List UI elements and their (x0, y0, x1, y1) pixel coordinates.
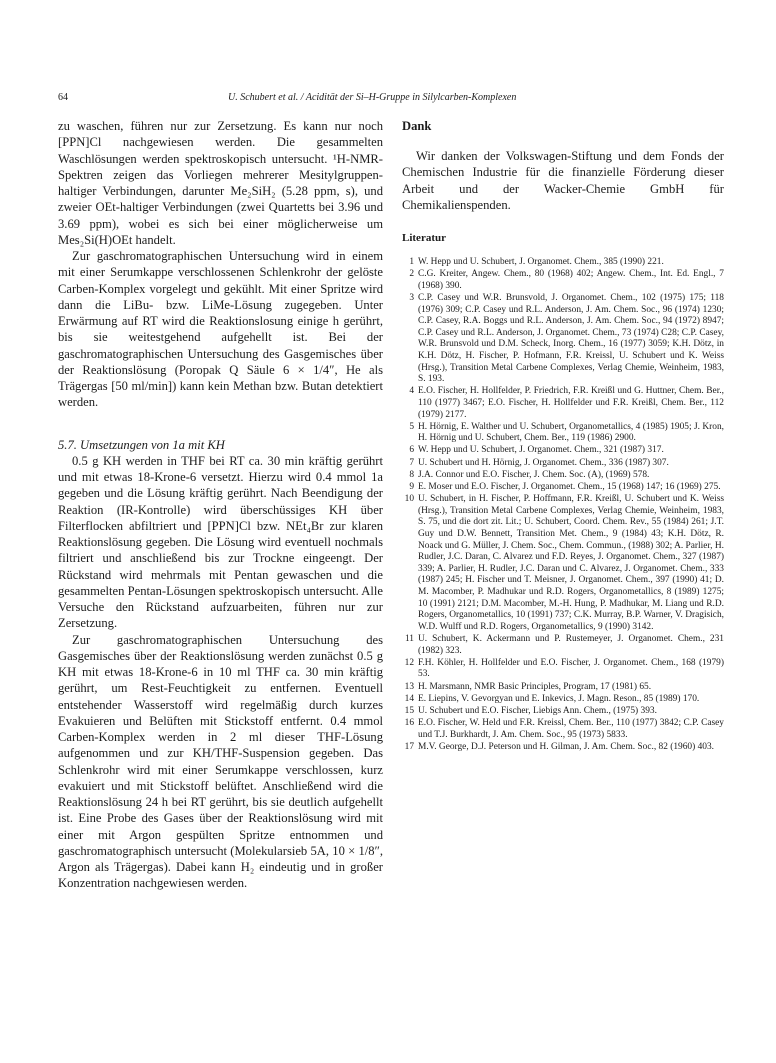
reference-text: E.O. Fischer, W. Held und F.R. Kreissl, Chem. Ber., 110 (1977) 3842; C.P. Casey und T.J. Burkhardt, J. Am. Chem. Soc., 95 (1973) 5833. (418, 718, 724, 740)
reference-item (402, 682, 724, 694)
reference-text: H. Marsmann, NMR Basic Principles, Program, 17 (1981) 65. (418, 681, 652, 692)
reference-text: U. Schubert und H. Hörnig, J. Organomet. Chem., 336 (1987) 307. (418, 457, 669, 468)
reference-number: 9 (409, 482, 414, 493)
reference-number: 1 (409, 257, 414, 267)
page-number: 64 (58, 92, 68, 103)
reference-number: 12 (404, 657, 414, 668)
reference-item (402, 742, 724, 754)
reference-list (402, 257, 724, 753)
reference-item (402, 706, 724, 718)
acknowledgement-text: Wir danken der Volkswagen-Stiftung und dem Fonds der Chemischen Industrie für die finanzielle Förderung dieser Arbeit und der Wacker-Chemie GmbH für Chemikalienspenden. (402, 149, 724, 212)
reference-text: M.V. George, D.J. Peterson und H. Gilman, J. Am. Chem. Soc., 82 (1960) 403. (418, 741, 714, 752)
reference-item (402, 257, 724, 269)
reference-text: J.A. Connor und E.O. Fischer, J. Chem. Soc. (A), (1969) 578. (418, 469, 650, 480)
reference-number: 14 (404, 693, 414, 704)
references-heading: Literatur (402, 232, 446, 244)
reference-item (402, 494, 724, 633)
reference-text: W. Hepp und U. Schubert, J. Organomet. Chem., 321 (1987) 317. (418, 445, 664, 456)
reference-text: U. Schubert und E.O. Fischer, Liebigs Ann. Chem., (1975) 393. (418, 705, 657, 716)
reference-number: 7 (409, 457, 414, 468)
reference-text: C.P. Casey und W.R. Brunsvold, J. Organomet. Chem., 102 (1975) 175; 118 (1976) 309; C.P. Casey und R.L. Anderson, J. Am. Chem. Soc., 96 (1974) 1230; C.P. Casey, R.A. Boggs und R.L. Anderson, J. Am. Chem. Soc., 94 (1972) 8947; C.P. Casey und R.L. Anderson, J. Organomet. Chem., 73 (1974) C28; C.P. Casey, W.R. Brunsvold und D.M. Scheck, Inorg. Chem., 16 (1977) 3059; K.H. Dötz, in K.H. Dötz, H. Fischer, P. Hofmann, F.R. Kreissl, U. Schubert und K. Weiss (Hrsg.), Transition Metal Carbene Complexes, Verlag Chemie, Weinheim, 1983, S. 193. (418, 292, 724, 385)
reference-text: E.O. Fischer, H. Hollfelder, P. Friedrich, F.R. Kreißl und G. Huttner, Chem. Ber., 110 (1977) 3467; E.O. Fischer, H. Hollfelder und F.R. Kreißl, Chem. Ber., 112 (1979) 2177. (418, 386, 724, 420)
reference-item (402, 658, 724, 681)
reference-item (402, 694, 724, 706)
reference-item (402, 386, 724, 421)
page-header (58, 92, 718, 108)
reference-item (402, 458, 724, 470)
reference-number: 17 (404, 741, 414, 752)
reference-item (402, 470, 724, 482)
left-column (58, 118, 383, 892)
reference-number: 8 (409, 469, 414, 480)
right-column (402, 118, 724, 754)
reference-number: 10 (404, 494, 414, 505)
section-heading-5-7: 5.7. Umsetzungen von 1a mit KH (58, 437, 225, 452)
reference-text: F.H. Köhler, H. Hollfelder und E.O. Fischer, J. Organomet. Chem., 168 (1979) 53. (418, 657, 724, 680)
reference-item (402, 634, 724, 657)
reference-text: H. Hörnig, E. Walther und U. Schubert, Organometallics, 4 (1985) 1905; J. Kron, H. Hörnig und U. Schubert, Chem. Ber., 119 (1986) 2900. (418, 421, 724, 444)
reference-item (402, 445, 724, 457)
reference-text: U. Schubert, K. Ackermann und P. Rustemeyer, J. Organomet. Chem., 231 (1982) 323. (418, 633, 724, 656)
reference-text: U. Schubert, in H. Fischer, P. Hoffmann, F.R. Kreißl, U. Schubert und K. Weiss (Hrsg.), Transition Metal Carbene Complexes, Verlag Chemie, Weinheim, 1983, S. 75, und die dort zit. Lit.; U. Schubert, Coord. Chem. Rev., 55 (1984) 261; J.T. Guy und D.W. Bennett, Transition Met. Chem., 9 (1984) 43; K.H. Dötz, R. Noack und G. Müller, J. Chem. Soc., Chem. Commun., (1988) 302; A. Parlier, H. Rudler, J.C. Daran, C. Alvarez und F.D. Reyes, J. Organomet. Chem., 327 (1987) 339; A. Parlier, H. Rudler, J.C. Daran und C. Alvarez, J. Organomet. Chem., 333 (1987) 245; H. Fischer und T. Meisner, J. Organomet. Chem., 397 (1990) 41; D. M. Macomber, P. Madhukar und R.D. Rogers, Organometallics, 8 (1989) 1275; 10 (1991) 2121; D.M. Macomber, M.-H. Hung, P. Madhukar, M. Liang und R.D. Rogers, Organometallics, 10 (1991) 737; C.K. Murray, B.P. Warner, V. Dragisich, W.D. Wulff und R.D. Rogers, Organometallics, 9 (1990) 3142. (418, 494, 724, 632)
paragraph-gc-kh: Zur gaschromatographischen Untersuchung des Gasgemisches über der Reaktionslösung werden zunächst 0.5 g KH mit etwas 18-Krone-6 in 10 ml THF ca. 30 min kräftig gerührt, um Rest-Feuchtigkeit zu entfernen. Eventuell entstehender Wasserstoff wird regelmäßig durch kurzes Evakuieren und Belüften mit Stickstoff entfernt. 0.4 mmol Carben-Komplex werden in 2 ml dieser THF-Lösung aufgenommen und zur KH/THF-Suspension gegeben. Das Schlenkrohr wird mit einer Serumkappe verschlossen, kurz evakuiert und mit Stickstoff belüftet. Anschließend wird die Reaktionslösung 24 h bei RT gerührt, bis sie deutlich aufgehellt ist. Eine Probe des Gases über der Reaktionslösung wird mit einer mit Argon gespülten Spritze entnommen und gaschromatographisch untersucht (Molekularsieb 5A, 10 × 1/8″, Argon als Trägergas). Dabei kann H₂ eindeutig und in großer Konzentration nachgewiesen werden. (58, 632, 383, 891)
reference-number: 3 (409, 292, 414, 303)
reference-number: 16 (404, 718, 414, 729)
reference-number: 11 (404, 633, 414, 644)
reference-number: 13 (404, 681, 414, 692)
reference-text: E. Moser und E.O. Fischer, J. Organomet. Chem., 15 (1968) 147; 16 (1969) 275. (418, 482, 721, 493)
running-head: U. Schubert et al. / Acidität der Si–H-Gruppe in Silylcarben-Komplexen (228, 92, 517, 103)
reference-number: 15 (404, 705, 414, 716)
reference-item (402, 718, 724, 741)
reference-number: 2 (409, 269, 414, 280)
reference-item (402, 422, 724, 445)
paragraph-gc-libu: Zur gaschromatographischen Untersuchung wird in einem mit einer Serumkappe verschlossenen Schlenkrohr der gelöste Carben-Komplex vorgelegt und gekühlt. Mit einer Spritze wird dann die LiBu- bzw. LiMe-Lösung zugegeben. Unter Erwärmung auf RT wird die Reaktionslosung einige h gerührt, bis sie weitestgehend aufgehellt ist. Bei der gaschromatographischen Untersuchung des Gasgemisches über der Reaktionslösung (Poropak Q Säule 6 × 1/4″, He als Trägergas [50 ml/min]) kann kein Methan bzw. Butan detektiert werden. (58, 249, 383, 410)
reference-text: W. Hepp und U. Schubert, J. Organomet. Chem., 385 (1990) 221. (418, 257, 664, 267)
reference-number: 5 (409, 421, 414, 432)
paragraph-kh-reaction: 0.5 g KH werden in THF bei RT ca. 30 min kräftig gerührt und mit etwas 18-Krone-6 versetzt. Hierzu wird 0.4 mmol 1a gegeben und die Lösung kräftig gerührt. Nach Beendigung der Reaktion (IR-Kontrolle) wird überschüssiges KH über Filterflocken abfiltriert und [PPN]Cl bzw. NEt₄Br zur klaren Reaktionslösung gegeben. Die Lösung wird eventuell nochmals filtriert und anschließend bis zur Trockne eingeengt. Der Rückstand wird mehrmals mit Pentan gewaschen und die gesammelten Pentan-Lösungen spektroskopisch untersucht. Alle Versuche den Rückstand aufzuarbeiten, führen nur zur Zersetzung. (58, 453, 383, 631)
reference-text: C.G. Kreiter, Angew. Chem., 80 (1968) 402; Angew. Chem., Int. Ed. Engl., 7 (1968) 390. (418, 269, 724, 291)
reference-number: 4 (409, 386, 414, 397)
reference-item (402, 482, 724, 494)
reference-text: E. Liepins, V. Gevorgyan und E. Inkevics, J. Magn. Reson., 85 (1989) 170. (418, 693, 700, 704)
reference-number: 6 (409, 445, 414, 456)
paragraph-washing: zu waschen, führen nur zur Zersetzung. Es kann nur noch [PPN]Cl nachgewiesen werden. Die gesammelten Waschlösungen werden spektroskopisch untersucht. ¹H-NMR-Spektren zeigen das Vorliegen mehrerer Mesitylgruppen-haltiger Verbindungen, darunter Me₂SiH₂ (5.28 ppm, s), und zweier OEt-haltiger Verbindungen (zwei Quartetts bei 3.96 und 3.69 ppm), wobei es sich bei einer möglicherweise um Mes₂Si(H)OEt handelt. (58, 119, 383, 247)
reference-item (402, 269, 724, 292)
acknowledgement-heading: Dank (402, 119, 432, 133)
reference-item (402, 293, 724, 386)
